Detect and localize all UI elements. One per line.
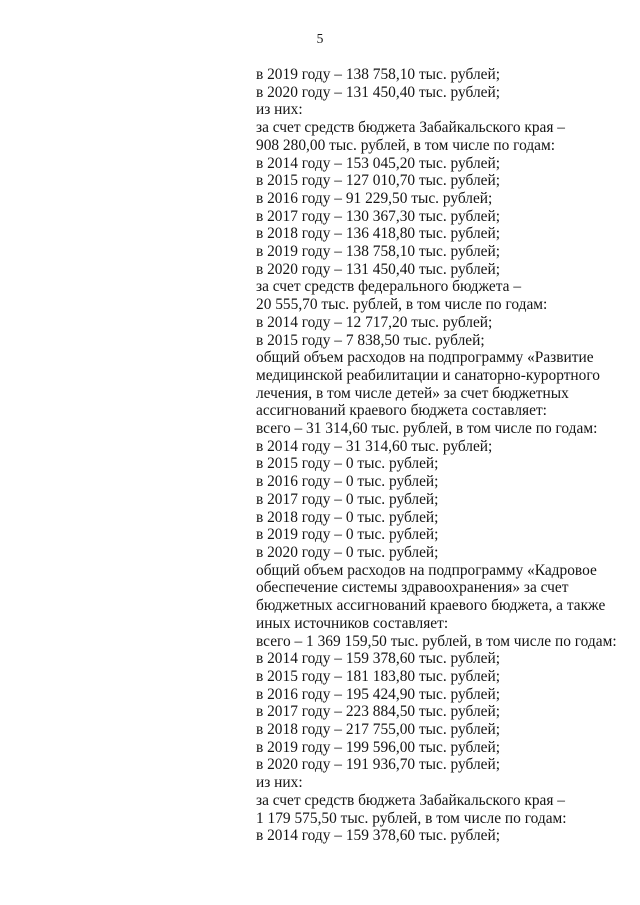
text-line: общий объем расходов на подпрограмму «Развитие: [256, 349, 594, 367]
text-line: в 2015 году – 127 010,70 тыс. рублей;: [256, 172, 500, 190]
text-line: в 2014 году – 159 378,60 тыс. рублей;: [256, 827, 500, 845]
text-line: в 2016 году – 91 229,50 тыс. рублей;: [256, 189, 493, 207]
text-line: за счет средств бюджета Забайкальского края –: [256, 119, 565, 137]
text-line: в 2016 году – 0 тыс. рублей;: [256, 473, 439, 491]
text-line: медицинской реабилитации и санаторно-курортного: [256, 366, 600, 384]
text-line: за счет средств бюджета Забайкальского края –: [256, 791, 565, 809]
text-line: обеспечение системы здравоохранения» за счет: [256, 579, 569, 597]
page-number: 5: [316, 31, 324, 46]
text-line: в 2017 году – 0 тыс. рублей;: [256, 490, 439, 508]
text-line: в 2014 году – 153 045,20 тыс. рублей;: [256, 154, 500, 172]
text-line: в 2018 году – 217 755,00 тыс. рублей;: [256, 721, 500, 739]
text-line: в 2014 году – 31 314,60 тыс. рублей;: [256, 437, 493, 455]
text-line: всего – 1 369 159,50 тыс. рублей, в том числе по годам:: [256, 632, 617, 650]
text-line: в 2019 году – 0 тыс. рублей;: [256, 526, 439, 544]
text-line: в 2017 году – 130 367,30 тыс. рублей;: [256, 207, 500, 225]
text-line: иных источников составляет:: [256, 614, 449, 632]
text-line: всего – 31 314,60 тыс. рублей, в том числе по годам:: [256, 420, 598, 438]
text-line: бюджетных ассигнований краевого бюджета, а также: [256, 597, 606, 615]
text-line: в 2018 году – 136 418,80 тыс. рублей;: [256, 225, 500, 243]
text-line: в 2016 году – 195 424,90 тыс. рублей;: [256, 685, 500, 703]
text-line: в 2020 году – 0 тыс. рублей;: [256, 543, 439, 561]
text-line: в 2014 году – 12 717,20 тыс. рублей;: [256, 313, 493, 331]
text-line: в 2014 году – 159 378,60 тыс. рублей;: [256, 650, 500, 668]
text-line: из них:: [256, 774, 303, 792]
text-line: в 2020 году – 191 936,70 тыс. рублей;: [256, 756, 500, 774]
text-line: лечения, в том числе детей» за счет бюджетных: [256, 384, 569, 402]
text-line: общий объем расходов на подпрограмму «Кадровое: [256, 561, 597, 579]
text-line: 20 555,70 тыс. рублей, в том числе по годам:: [256, 296, 548, 314]
text-line: в 2019 году – 138 758,10 тыс. рублей;: [256, 66, 500, 83]
text-line: в 2015 году – 7 838,50 тыс. рублей;: [256, 331, 485, 349]
text-line: в 2020 году – 131 450,40 тыс. рублей;: [256, 260, 500, 278]
document-text: [256, 66, 626, 845]
text-line: 1 179 575,50 тыс. рублей, в том числе по годам:: [256, 809, 567, 827]
text-line: в 2017 году – 223 884,50 тыс. рублей;: [256, 703, 500, 721]
text-line: в 2019 году – 138 758,10 тыс. рублей;: [256, 243, 500, 261]
text-line: за счет средств федерального бюджета –: [256, 278, 522, 296]
text-line: 908 280,00 тыс. рублей, в том числе по годам:: [256, 136, 556, 154]
text-line: в 2018 году – 0 тыс. рублей;: [256, 508, 439, 526]
text-line: из них:: [256, 101, 303, 119]
text-line: в 2015 году – 0 тыс. рублей;: [256, 455, 439, 473]
text-line: в 2020 году – 131 450,40 тыс. рублей;: [256, 83, 500, 101]
text-line: в 2019 году – 199 596,00 тыс. рублей;: [256, 738, 500, 756]
text-line: в 2015 году – 181 183,80 тыс. рублей;: [256, 667, 500, 685]
text-line: ассигнований краевого бюджета составляет:: [256, 402, 547, 420]
